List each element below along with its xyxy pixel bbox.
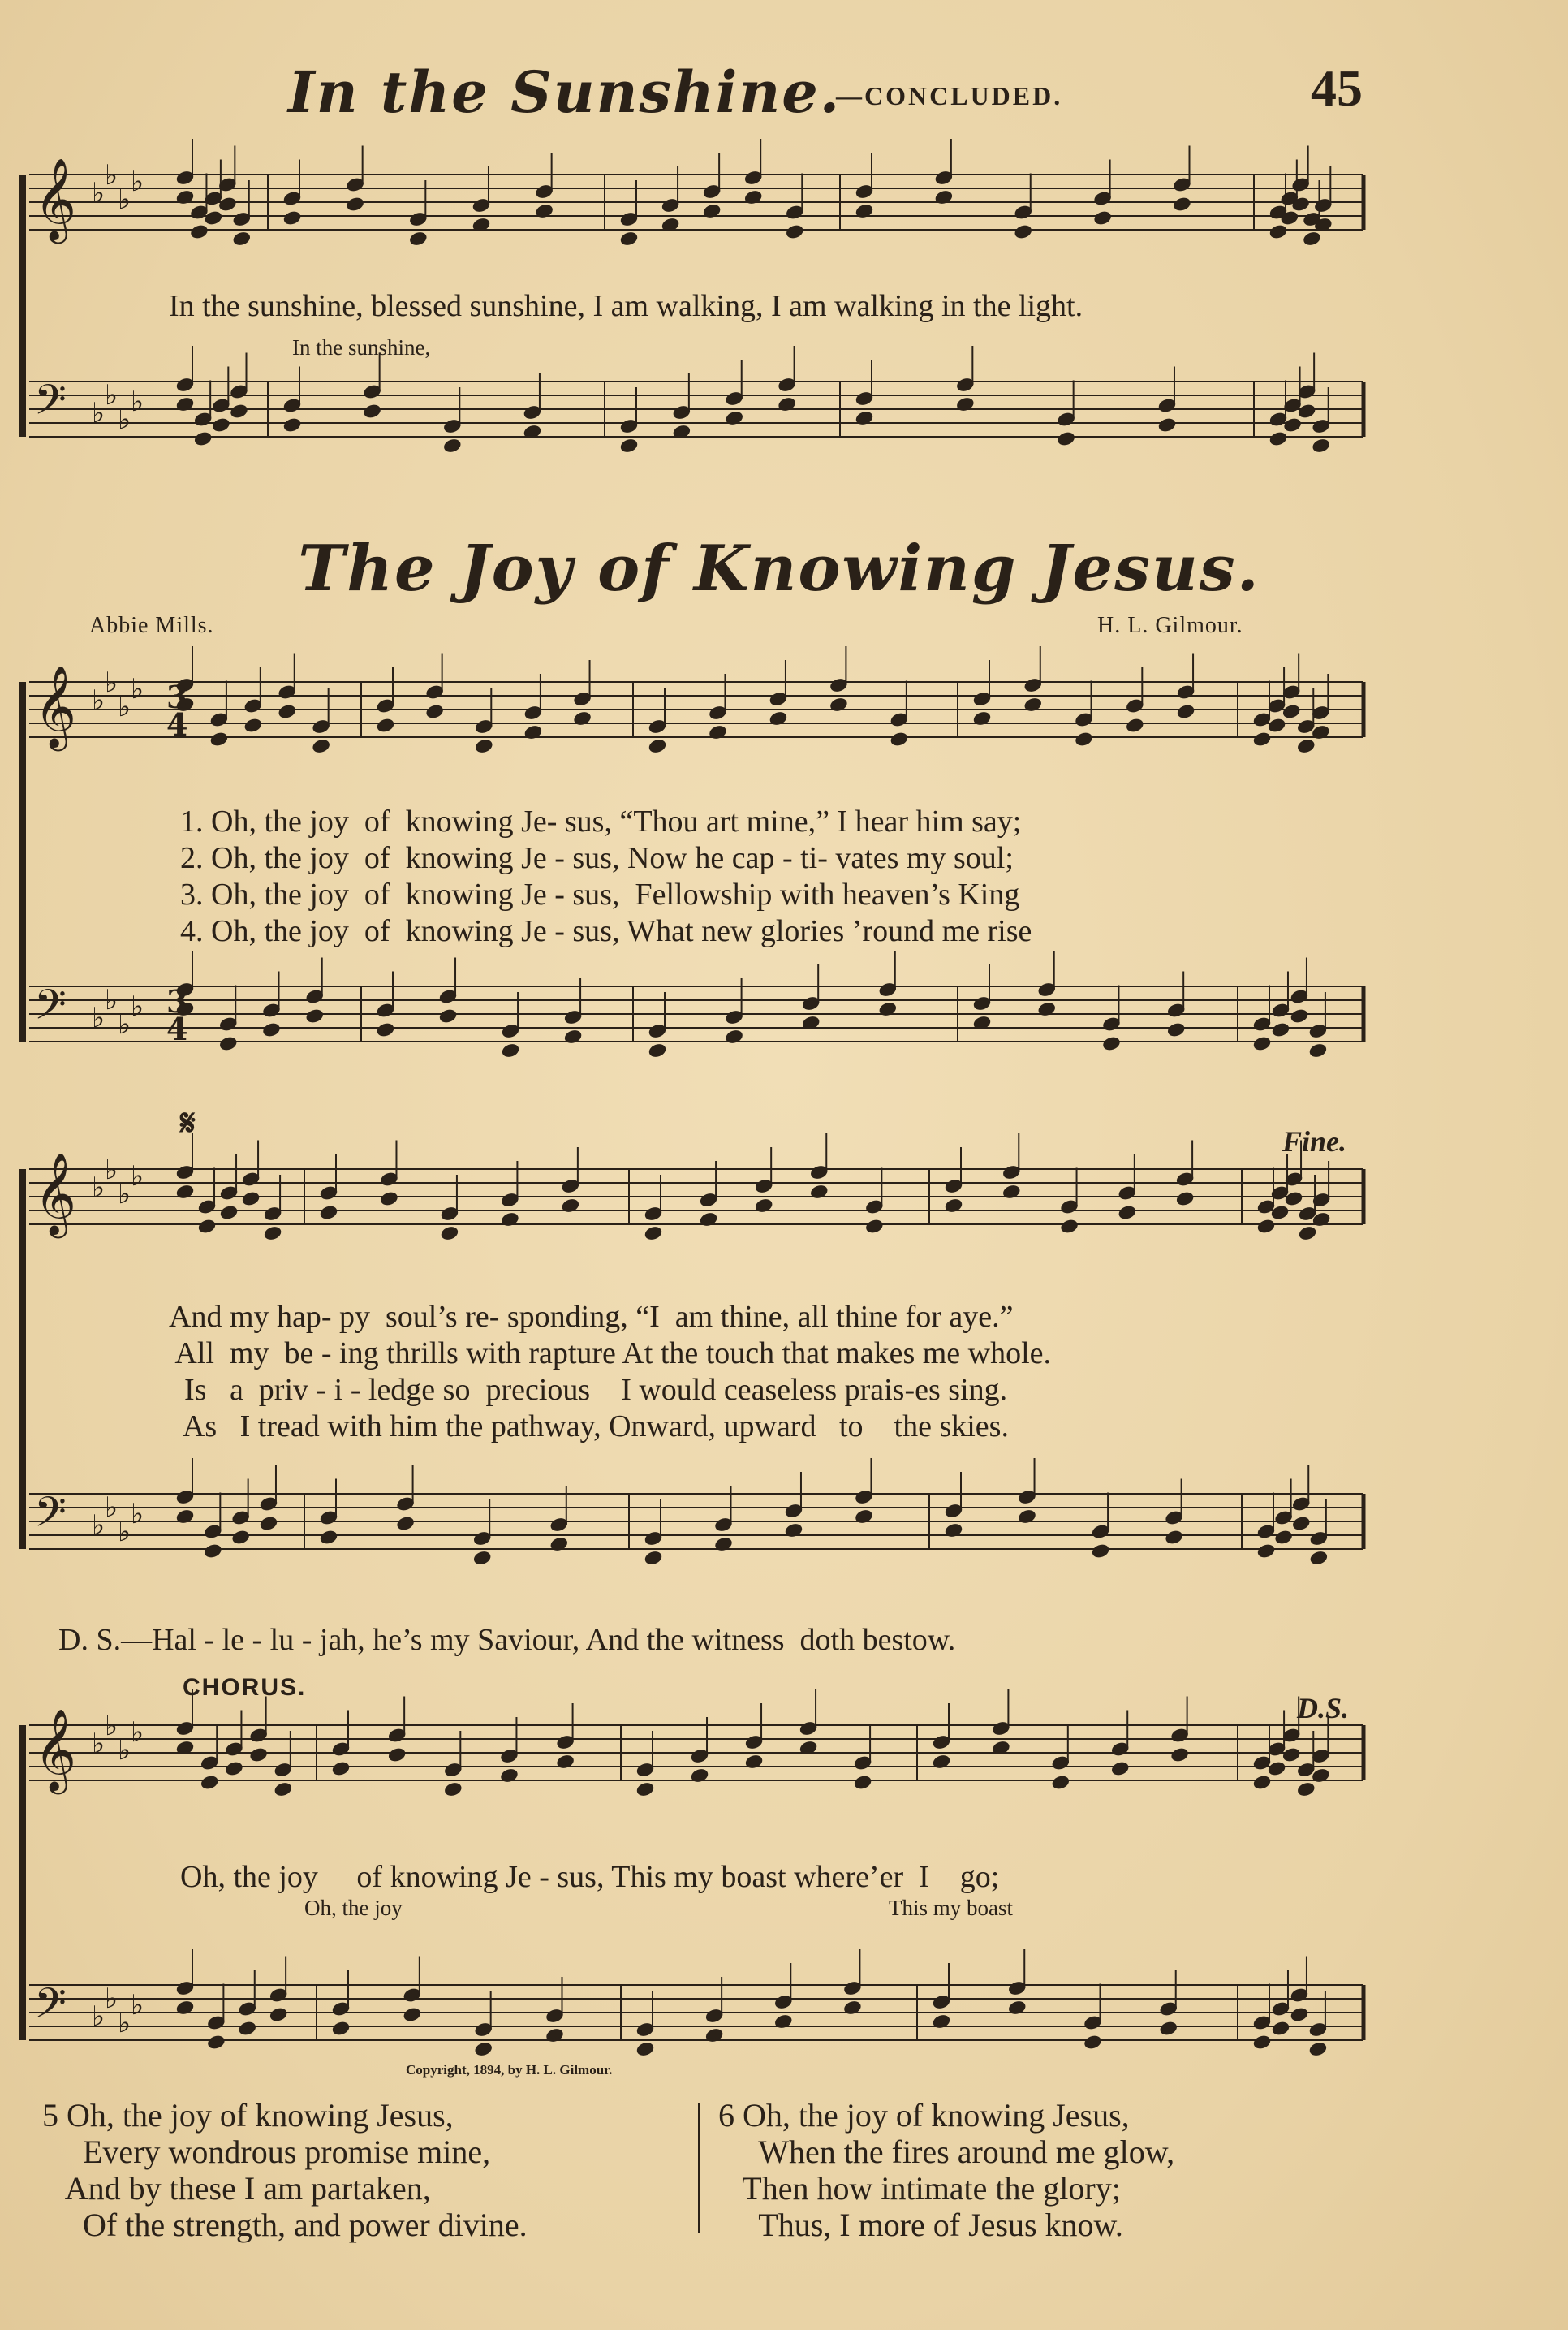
chorus-cue-this-my-boast: This my boast [889, 1896, 1013, 1920]
verse-line: 4. Oh, the joy of knowing Je - sus, What new glories ’round me rise [180, 914, 1032, 948]
svg-text:♭: ♭ [92, 397, 106, 429]
stanza-line: Every wondrous promise mine, [42, 2134, 491, 2170]
svg-text:♭: ♭ [131, 166, 144, 198]
svg-text:♭: ♭ [105, 1491, 118, 1524]
song-title-joy-of-knowing-jesus: The Joy of Knowing Jesus. [298, 532, 1260, 606]
svg-text:𝄢: 𝄢 [34, 1487, 67, 1547]
sunshine-bass-cue: In the sunshine, [292, 335, 431, 360]
svg-text:♭: ♭ [131, 990, 144, 1023]
stanza-6 [718, 2097, 1174, 2243]
stanza-line: Then how intimate the glory; [718, 2170, 1121, 2207]
svg-text:♭: ♭ [131, 1989, 144, 2021]
stanza-line: Of the strength, and power divine. [42, 2207, 528, 2243]
svg-text:♭: ♭ [131, 673, 144, 705]
svg-text:♭: ♭ [92, 1728, 106, 1760]
svg-text:♭: ♭ [105, 1983, 118, 2015]
segno-icon: 𝄋 [180, 1102, 196, 1144]
verse-line: Is a priv - i - ledge so precious I would ceaseless prais-es sing. [169, 1373, 1008, 1407]
svg-text:♭: ♭ [131, 1498, 144, 1530]
svg-text:𝄢: 𝄢 [34, 375, 67, 434]
svg-text:♭: ♭ [118, 1178, 131, 1210]
fine-mark: Fine. [1282, 1125, 1347, 1158]
svg-text:♭: ♭ [92, 1509, 106, 1542]
verse-line: And my hap- py soul’s re- sponding, “I am thine, all thine for aye.” [169, 1300, 1014, 1334]
svg-text:♭: ♭ [105, 1154, 118, 1186]
verse-line: 3. Oh, the joy of knowing Je - sus, Fellowship with heaven’s King [180, 878, 1020, 912]
lyricist-credit: Abbie Mills. [89, 613, 214, 638]
svg-text:♭: ♭ [92, 177, 106, 209]
song-title-in-the-sunshine: In the Sunshine. [288, 58, 842, 126]
chorus-cue-oh-the-joy: Oh, the joy [304, 1896, 403, 1920]
chorus-label: CHORUS. [183, 1674, 307, 1701]
stanza-line: 6 Oh, the joy of knowing Jesus, [718, 2097, 1130, 2134]
copyright-notice: Copyright, 1894, by H. L. Gilmour. [406, 2062, 613, 2078]
ds-lyric-line: D. S.—Hal - le - lu - jah, he’s my Saviour, And the witness doth bestow. [58, 1623, 956, 1657]
stanza-line: Thus, I more of Jesus know. [718, 2207, 1123, 2243]
svg-text:♭: ♭ [118, 2007, 131, 2039]
svg-text:♭: ♭ [105, 984, 118, 1016]
svg-text:♭: ♭ [118, 1516, 131, 1548]
svg-text:𝄢: 𝄢 [34, 980, 67, 1039]
svg-text:♭: ♭ [118, 1008, 131, 1041]
verse-block-a [180, 804, 1032, 950]
svg-text:♭: ♭ [92, 2000, 106, 2033]
svg-text:♭: ♭ [105, 667, 118, 699]
svg-text:4: 4 [166, 1011, 188, 1047]
verse-block-b [169, 1299, 1051, 1445]
svg-text:𝄞: 𝄞 [34, 157, 77, 240]
svg-text:♭: ♭ [118, 691, 131, 723]
stanza-5 [42, 2097, 528, 2243]
svg-text:♭: ♭ [118, 1734, 131, 1767]
concluded-label: —CONCLUDED. [836, 81, 1063, 110]
verse-line: 1. Oh, the joy of knowing Je- sus, “Thou art mine,” I hear him say; [180, 805, 1022, 839]
stanza-line: And by these I am partaken, [42, 2170, 431, 2207]
svg-text:4: 4 [166, 706, 188, 743]
stanza-line: 5 Oh, the joy of knowing Jesus, [42, 2097, 454, 2134]
composer-credit: H. L. Gilmour. [1097, 613, 1243, 638]
svg-text:3: 3 [166, 679, 188, 715]
svg-text:♭: ♭ [131, 1716, 144, 1749]
svg-text:♭: ♭ [118, 403, 131, 436]
svg-text:♭: ♭ [92, 1002, 106, 1034]
svg-text:3: 3 [166, 983, 188, 1020]
svg-text:𝄢: 𝄢 [34, 1978, 67, 2038]
svg-text:𝄞: 𝄞 [34, 664, 77, 748]
svg-text:♭: ♭ [92, 1171, 106, 1204]
stanza-divider [698, 2103, 700, 2233]
sunshine-lyric-line: In the sunshine, blessed sunshine, I am walking, I am walking in the light. [169, 289, 1083, 323]
verse-line: All my be - ing thrills with rapture At the touch that makes me whole. [169, 1336, 1052, 1370]
svg-text:♭: ♭ [105, 379, 118, 412]
svg-text:♭: ♭ [131, 386, 144, 418]
chorus-lyric-line: Oh, the joy of knowing Je - sus, This my boast where’er I go; [180, 1860, 1000, 1894]
svg-text:♭: ♭ [105, 1710, 118, 1742]
svg-text:♭: ♭ [105, 159, 118, 192]
page-number: 45 [1311, 59, 1363, 117]
svg-text:♭: ♭ [118, 183, 131, 216]
ds-mark: D.S. [1297, 1692, 1350, 1724]
svg-text:𝄞: 𝄞 [34, 1151, 77, 1235]
verse-line: 2. Oh, the joy of knowing Je - sus, Now he cap - ti- vates my soul; [180, 841, 1014, 875]
svg-text:♭: ♭ [92, 684, 106, 717]
verse-line: As I tread with him the pathway, Onward, upward to the skies. [169, 1409, 1009, 1443]
stanza-line: When the fires around me glow, [718, 2134, 1175, 2170]
svg-text:♭: ♭ [131, 1160, 144, 1193]
svg-text:𝄞: 𝄞 [34, 1707, 77, 1791]
